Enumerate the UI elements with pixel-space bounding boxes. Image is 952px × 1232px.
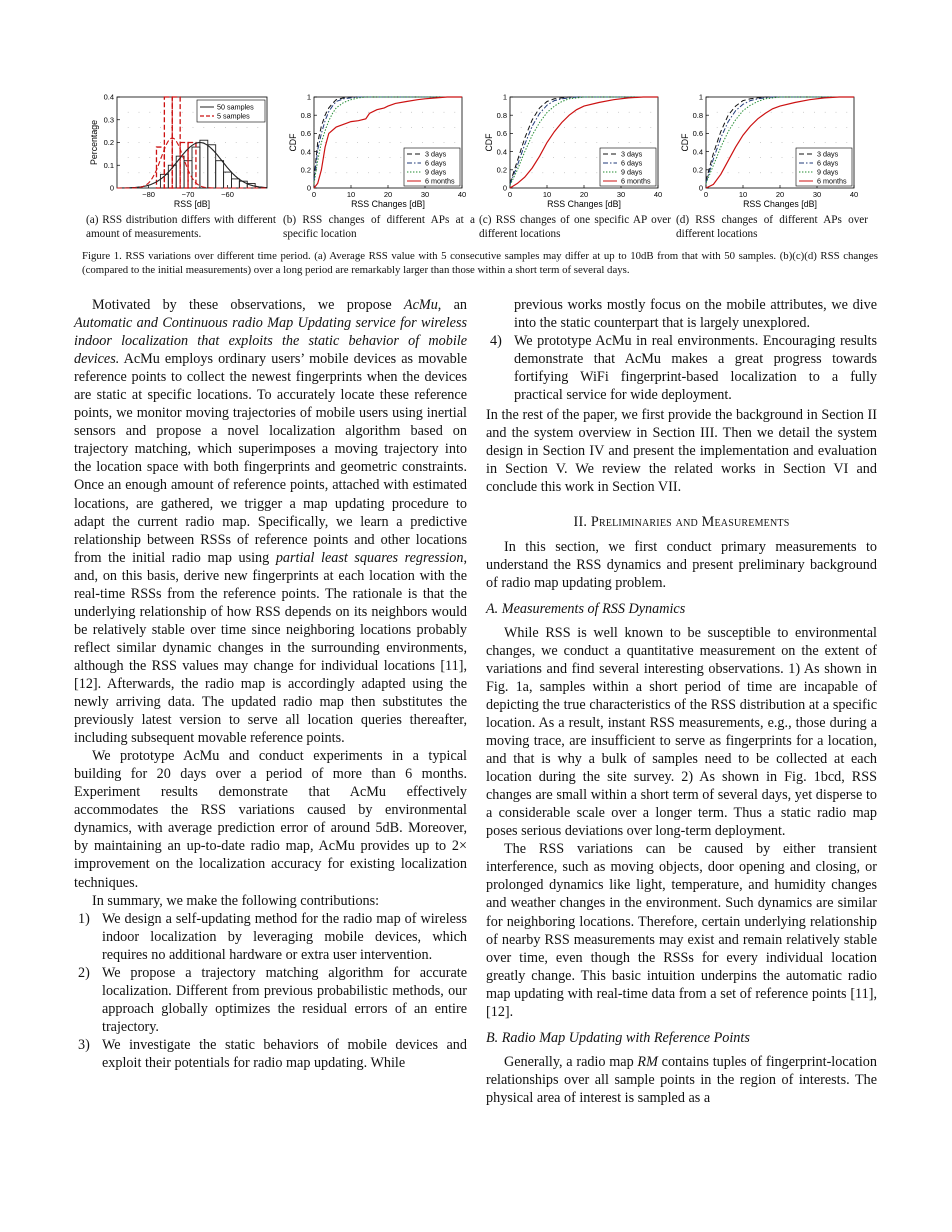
- hist-bar-50-samples: [216, 161, 224, 188]
- system-expansion: Automatic and Continuous radio Map Updating service for wireless indoor localization that exploits the static behavior of mobile devices.: [74, 315, 467, 368]
- list-text: We propose a trajectory matching algorithm for accurate localization. Different from previous probabilistic methods, our approach globally optimizes the residual errors of an entire trajectory.: [102, 964, 467, 1035]
- y-axis-label: CDF: [288, 133, 298, 152]
- paragraph-measurements: While RSS is well known to be susceptible to environmental changes, we conduct a quantitative measurement on the extent of variations and find several interesting observations. 1) As shown in Fig. 1a, samples within a short period of time are incapable of depicting the true characteristics of the RSS distribution at a specific location. As a result, instant RSS measurements, e.g., those during a moving trace, are insufficient to serve as fingerprints for a location, and that is why a bulk of samples need to be collected at each location during the site survey. 2) As shown in Fig. 1bcd, RSS changes are small within a short term of several days, yet disperse to a considerable scale over a longer term. Thus a static radio map poses serious deviations over long-term deployment.: [486, 624, 877, 840]
- list-item: [74, 1036, 467, 1072]
- list-number: 4): [490, 333, 502, 350]
- x-tick-label: −60: [221, 190, 234, 199]
- text-run: , an: [437, 297, 467, 313]
- list-item-continued: [486, 296, 877, 332]
- list-text: previous works mostly focus on the mobile attributes, we dive into the static counterpart that is largely unexplored.: [514, 297, 877, 332]
- y-axis-label: CDF: [680, 133, 690, 152]
- y-axis-label: CDF: [484, 133, 494, 152]
- x-tick-label: 10: [738, 190, 748, 199]
- math-symbol: RM: [637, 1053, 658, 1070]
- y-tick-label: 0.4: [103, 92, 114, 102]
- x-tick-label: 20: [775, 190, 785, 199]
- y-tick-label: 0: [306, 183, 311, 193]
- y-tick-label: 0: [109, 183, 114, 193]
- x-tick-label: 30: [812, 190, 822, 199]
- x-axis-label: RSS Changes [dB]: [547, 199, 621, 209]
- paragraph-prototype: We prototype AcMu and conduct experiments in a typical building for 20 days over a period of more than 6 months. Experiment results demonstrate that AcMu effectively accommodates the RSS variations caused by environmental dynamics, with average prediction error of around 5dB. Moreover, by maintaining an up-to-date radio map, AcMu provides up to 2× improvement on the localization accuracy for existing localization techniques.: [74, 748, 467, 891]
- legend-label: 6 days: [817, 158, 839, 168]
- x-tick-label: 10: [542, 190, 552, 199]
- subsection-heading-b: B. Radio Map Updating with Reference Points: [486, 1029, 750, 1046]
- system-name: AcMu: [403, 297, 438, 313]
- subcaption-a: (a) RSS distribution differs with different amount of measurements.: [86, 214, 276, 240]
- x-tick-label: 0: [311, 190, 317, 199]
- x-tick-label: −70: [181, 190, 195, 199]
- y-tick-label: 0.4: [496, 147, 507, 157]
- y-axis-label: Percentage: [89, 120, 99, 165]
- text-run: AcMu employs ordinary users’ mobile devices as movable reference points to collect the newest fingerprints when the devices are static at specific locations. To accurately locate these reference points, we monitor moving trajectories of mobile users using inertial sensors and propose a novel localization algorithm based on trajectory matching, which superimposes a moving trajectory into the location space with both fingerprints and geometric constraints. Once an enough amount of reference points, attached with estimated locations, are gathered, we trigger a map updating procedure to adapt the current radio map. Specifically, we learn a predictive relationship between RSSs of reference points and other locations from the initial radio map using: [74, 351, 467, 566]
- list-number: 3): [78, 1036, 90, 1053]
- x-tick-label: 0: [703, 190, 709, 199]
- y-tick-label: 0: [698, 183, 703, 193]
- method-name: partial least squares regression: [275, 549, 464, 566]
- legend-label: 9 days: [817, 167, 839, 177]
- x-tick-label: 30: [420, 190, 430, 199]
- legend-label: 6 days: [621, 158, 643, 168]
- section-heading: II. Preliminaries and Measurements: [573, 513, 790, 530]
- x-tick-label: 10: [346, 190, 356, 199]
- y-tick-label: 0.6: [692, 129, 703, 139]
- list-item: [74, 910, 467, 964]
- y-tick-label: 0.8: [300, 110, 311, 120]
- y-tick-label: 0.6: [300, 129, 311, 139]
- legend-label: 9 days: [425, 167, 447, 177]
- x-tick-label: 40: [849, 190, 859, 199]
- x-tick-label: −80: [142, 190, 155, 199]
- subcaption-c: (c) RSS changes of one specific AP over different locations: [479, 214, 671, 240]
- x-tick-label: 20: [383, 190, 393, 199]
- legend-label: 6 months: [621, 176, 651, 186]
- subcaption-d: (d) RSS changes of different APs over different locations: [676, 214, 868, 240]
- x-tick-label: 20: [579, 190, 589, 199]
- y-tick-label: 0.2: [496, 165, 507, 175]
- y-tick-label: 0.2: [300, 165, 311, 175]
- x-axis-label: RSS Changes [dB]: [351, 199, 425, 209]
- y-tick-label: 0.8: [496, 110, 507, 120]
- right-column: [486, 296, 877, 1107]
- y-tick-label: 0.1: [103, 160, 114, 170]
- legend-label: 3 days: [817, 149, 839, 159]
- list-number: 2): [78, 964, 90, 981]
- paragraph-section-intro: In this section, we first conduct primary measurements to understand the RSS dynamics and present preliminary background of radio map updating problem.: [486, 538, 877, 591]
- legend-label: 6 months: [425, 176, 455, 186]
- list-item: [486, 332, 877, 404]
- chart-a: [0, 0, 952, 212]
- figure-caption: Figure 1. RSS variations over different time period. (a) Average RSS value with 5 consecutive samples may differ at up to 10dB from that with 50 samples. (b)(c)(d) RSS changes (compared to the initial measurements) over a long period are remarkably larger than those within a short term of several days.: [82, 250, 878, 276]
- x-axis-label: RSS [dB]: [173, 199, 211, 209]
- list-text: We investigate the static behaviors of mobile devices and exploit their potentials for radio map updating. While: [102, 1036, 467, 1071]
- list-text: We prototype AcMu in real environments. Encouraging results demonstrate that AcMu makes a great progress towards fortifying WiFi fingerprint-based localization to a fully practical service for wide deployment.: [514, 333, 877, 404]
- x-tick-label: 40: [457, 190, 467, 199]
- y-tick-label: 0.3: [103, 115, 114, 125]
- paragraph-radio-map: [486, 1053, 877, 1107]
- x-axis-label: RSS Changes [dB]: [743, 199, 817, 209]
- text-run: contains tuples of fingerprint-location relationships over all sample points in the region of interests. The physical area of interest is sampled as a: [486, 1053, 877, 1106]
- x-tick-label: 40: [653, 190, 663, 199]
- y-tick-label: 0.2: [103, 138, 114, 148]
- list-item: [74, 964, 467, 1036]
- paragraph-outline: In the rest of the paper, we first provide the background in Section II and the system overview in Section III. Then we detail the system design in Section IV and present the implementation and evaluation in Section V. We review the related works in Section VI and conclude this work in Section VII.: [486, 407, 877, 496]
- y-tick-label: 0.8: [692, 110, 703, 120]
- hist-bar-50-samples: [200, 140, 208, 188]
- y-tick-label: 1: [306, 92, 311, 102]
- y-tick-label: 1: [698, 92, 703, 102]
- legend-label: 6 days: [425, 158, 447, 168]
- text-run: Motivated by these observations, we propose: [92, 297, 404, 313]
- x-tick-label: 0: [507, 190, 513, 199]
- legend-label: 3 days: [425, 149, 447, 159]
- paragraph-intro: [74, 296, 467, 747]
- text-run: Generally, a radio map: [504, 1053, 638, 1070]
- legend-label: 6 months: [817, 176, 847, 186]
- y-tick-label: 0.2: [692, 165, 703, 175]
- y-tick-label: 0.4: [300, 147, 311, 157]
- paragraph-summary: In summary, we make the following contributions:: [92, 892, 380, 909]
- subcaption-b: (b) RSS changes of different APs at a specific location: [283, 214, 475, 240]
- y-tick-label: 1: [502, 92, 507, 102]
- list-number: 1): [78, 910, 90, 927]
- subsection-heading-a: A. Measurements of RSS Dynamics: [486, 600, 686, 617]
- left-column: [74, 296, 467, 1072]
- y-tick-label: 0.4: [692, 147, 703, 157]
- hist-bar-50-samples: [231, 179, 239, 188]
- legend-label: 9 days: [621, 167, 643, 177]
- y-tick-label: 0.6: [496, 129, 507, 139]
- legend-label: 3 days: [621, 149, 643, 159]
- y-tick-label: 0: [502, 183, 507, 193]
- legend-label: 50 samples: [217, 102, 254, 112]
- x-tick-label: 30: [616, 190, 626, 199]
- text-run: , and, on this basis, derive new fingerprints at each location with the real-time RSSs from the reference points. The rationale is that the underlying relationship of how RSS depends on its neighbors would be relatively stable over time since neighboring locations probably reflect similar dynamic changes in the surrounding environments, although the RSS values may change for individual locations [11], [12]. Afterwards, the radio map is accordingly adapted using the newly arriving data. The updated radio map then substitutes the previously latest version to serve all location queries thereafter, including subsequent movable reference points.: [74, 549, 467, 747]
- list-text: We design a self-updating method for the radio map of wireless indoor localization by leveraging mobile devices, which requires no additional hardware or extra user intervention.: [102, 910, 467, 963]
- paragraph-variations: The RSS variations can be caused by either transient interference, such as moving objects, door opening and closing, or prolonged dynamics like light, temperature, and humidity changes and weather changes in the environment. Such dynamics are similar for neighboring locations. Therefore, certain underlying relationship of nearby RSS measurements may exist and remain relatively stable over time, even though the RSSs for every individual location greatly change. This basic intuition underpins the automatic radio map updating with real-time data from a set of reference points [11], [12].: [486, 841, 877, 1020]
- legend-label: 5 samples: [217, 111, 250, 121]
